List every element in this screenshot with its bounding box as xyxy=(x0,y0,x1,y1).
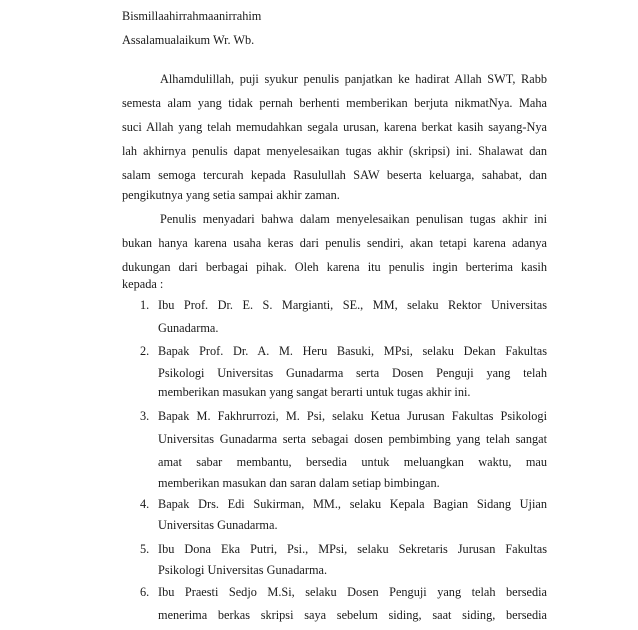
list-item-number: 6. xyxy=(140,585,150,599)
paragraph1-line: pengikutnya yang setia sampai akhir zaman. xyxy=(122,188,340,202)
list-item-line: Bapak Drs. Edi Sukirman, MM., selaku Kepala Bagian Sidang Ujian xyxy=(158,497,547,511)
list-item-number: 3. xyxy=(140,409,150,423)
paragraph1-line: lah akhirnya penulis dapat menyelesaikan tugas akhir (skripsi) ini. Shalawat dan xyxy=(122,144,547,158)
list-item-line: Bapak Prof. Dr. A. M. Heru Basuki, MPsi, selaku Dekan Fakultas xyxy=(158,344,547,358)
list-item-line: Bapak M. Fakhrurrozi, M. Psi, selaku Ketua Jurusan Fakultas Psikologi xyxy=(158,409,547,423)
paragraph1-line: Alhamdulillah, puji syukur penulis panjatkan ke hadirat Allah SWT, Rabb xyxy=(160,72,547,86)
list-item-number: 2. xyxy=(140,344,150,358)
paragraph2-line: kepada : xyxy=(122,277,164,291)
list-item-number: 1. xyxy=(140,298,150,312)
list-item-line: Gunadarma. xyxy=(158,321,219,335)
paragraph2-line: dukungan dari berbagai pihak. Oleh karena itu penulis ingin berterima kasih xyxy=(122,260,547,274)
list-item-line: Ibu Dona Eka Putri, Psi., MPsi, selaku Sekretaris Jurusan Fakultas xyxy=(158,542,547,556)
list-item-line: memberikan masukan dan saran dalam setiap bimbingan. xyxy=(158,476,440,490)
list-item-number: 5. xyxy=(140,542,150,556)
paragraph2-line: Penulis menyadari bahwa dalam menyelesaikan penulisan tugas akhir ini xyxy=(160,212,547,226)
salam-line: Assalamualaikum Wr. Wb. xyxy=(122,33,255,47)
paragraph1-line: semesta alam yang tidak pernah berhenti memberikan berjuta nikmatNya. Maha xyxy=(122,96,547,110)
list-item-line: Universitas Gunadarma. xyxy=(158,518,278,532)
list-item-line: amat sabar membantu, bersedia untuk meluangkan waktu, mau xyxy=(158,455,547,469)
list-item-line: menerima berkas skripsi saya sebelum siding, saat siding, bersedia xyxy=(158,608,547,622)
basmala-line: Bismillaahirrahmaanirrahim xyxy=(122,9,262,23)
paragraph1-line: suci Allah yang telah memudahkan segala urusan, karena berkat kasih sayang-Nya xyxy=(122,120,547,134)
list-item-line: Universitas Gunadarma serta sebagai dosen pembimbing yang telah sangat xyxy=(158,432,547,446)
list-item-number: 4. xyxy=(140,497,150,511)
list-item-line: Psikologi Universitas Gunadarma serta Dosen Penguji yang telah xyxy=(158,366,547,380)
paragraph2-line: bukan hanya karena usaha keras dari penulis sendiri, akan tetapi karena adanya xyxy=(122,236,547,250)
list-item-line: memberikan masukan yang sangat berarti untuk tugas akhir ini. xyxy=(158,385,471,399)
list-item-line: Ibu Prof. Dr. E. S. Margianti, SE., MM, selaku Rektor Universitas xyxy=(158,298,547,312)
paragraph1-line: salam semoga tercurah kepada Rasulullah SAW beserta keluarga, sahabat, dan xyxy=(122,168,547,182)
list-item-line: Ibu Praesti Sedjo M.Si, selaku Dosen Penguji yang telah bersedia xyxy=(158,585,547,599)
list-item-line: Psikologi Universitas Gunadarma. xyxy=(158,563,328,577)
